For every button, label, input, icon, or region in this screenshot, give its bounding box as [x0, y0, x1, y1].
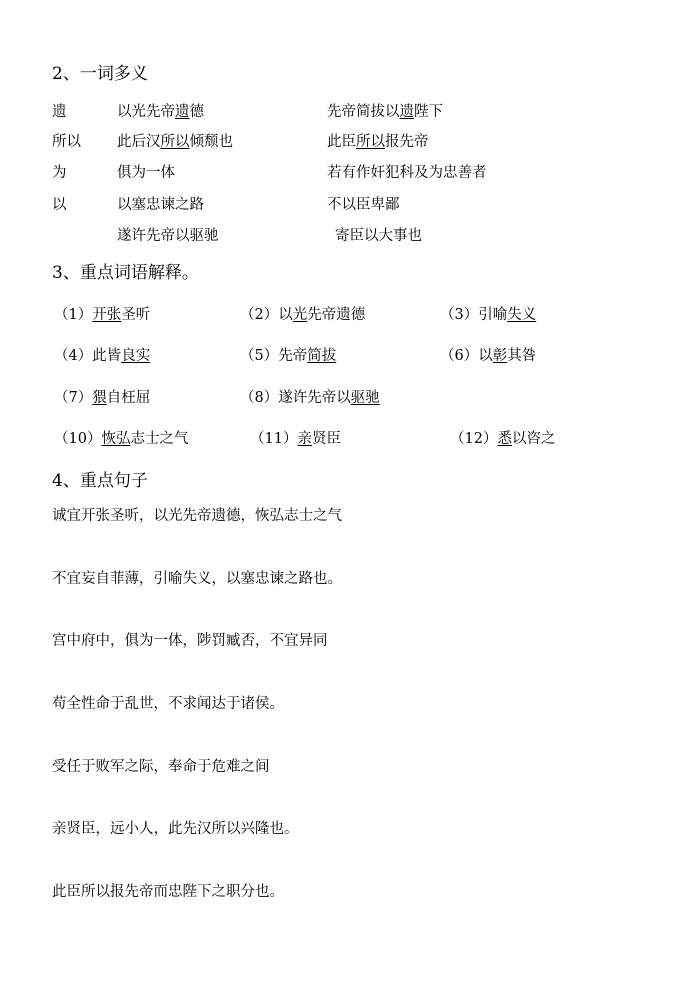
example-b: 寄臣以大事也	[335, 228, 422, 244]
key-sentence: 诚宜开张圣听，以光先帝遗德，恢弘志士之气	[52, 508, 342, 524]
example-b: 若有作奸犯科及为忠善者	[327, 165, 487, 181]
example-b: 此臣所以报先帝	[327, 134, 429, 150]
word-label: 为	[52, 165, 67, 181]
word-label: 所以	[52, 134, 81, 150]
term-item: （8）遂许先帝以驱驰	[240, 390, 380, 406]
section-3-title: 3、重点词语解释。	[52, 263, 199, 283]
term-item: （5）先帝简拔	[240, 348, 337, 364]
key-sentence: 亲贤臣，远小人，此先汉所以兴隆也。	[52, 821, 299, 837]
term-item: （12）悉以咨之	[450, 431, 556, 447]
term-item: （4）此皆良实	[54, 348, 151, 364]
example-a: 遂许先帝以驱驰	[117, 228, 219, 244]
key-sentence: 受任于败军之际，奉命于危难之间	[52, 759, 270, 775]
example-a: 以塞忠谏之路	[117, 197, 204, 213]
term-item: （1）开张圣听	[54, 307, 151, 323]
example-a: 俱为一体	[117, 165, 175, 181]
example-b: 不以臣卑鄙	[327, 197, 400, 213]
term-item: （11）亲贤臣	[250, 431, 341, 447]
example-a: 此后汉所以倾颓也	[117, 134, 233, 150]
word-label: 遗	[52, 104, 67, 120]
key-sentence: 宫中府中，俱为一体，陟罚臧否，不宜异同	[52, 633, 328, 649]
term-item: （7）猥自枉屈	[54, 390, 151, 406]
term-item: （10）恢弘志士之气	[54, 431, 189, 447]
word-label: 以	[52, 197, 67, 213]
key-sentence: 苟全性命于乱世，不求闻达于诸侯。	[52, 696, 284, 712]
section-2-title: 2、一词多义	[52, 64, 148, 84]
term-item: （3）引喻失义	[440, 307, 537, 323]
key-sentence: 不宜妄自菲薄，引喻失义，以塞忠谏之路也。	[52, 571, 342, 587]
example-a: 以光先帝遗德	[117, 104, 204, 120]
term-item: （6）以彰其咎	[440, 348, 537, 364]
example-b: 先帝简拔以遗陛下	[327, 104, 443, 120]
key-sentence: 此臣所以报先帝而忠陛下之职分也。	[52, 884, 284, 900]
section-4-title: 4、重点句子	[52, 471, 148, 491]
term-item: （2）以光先帝遗德	[240, 307, 366, 323]
